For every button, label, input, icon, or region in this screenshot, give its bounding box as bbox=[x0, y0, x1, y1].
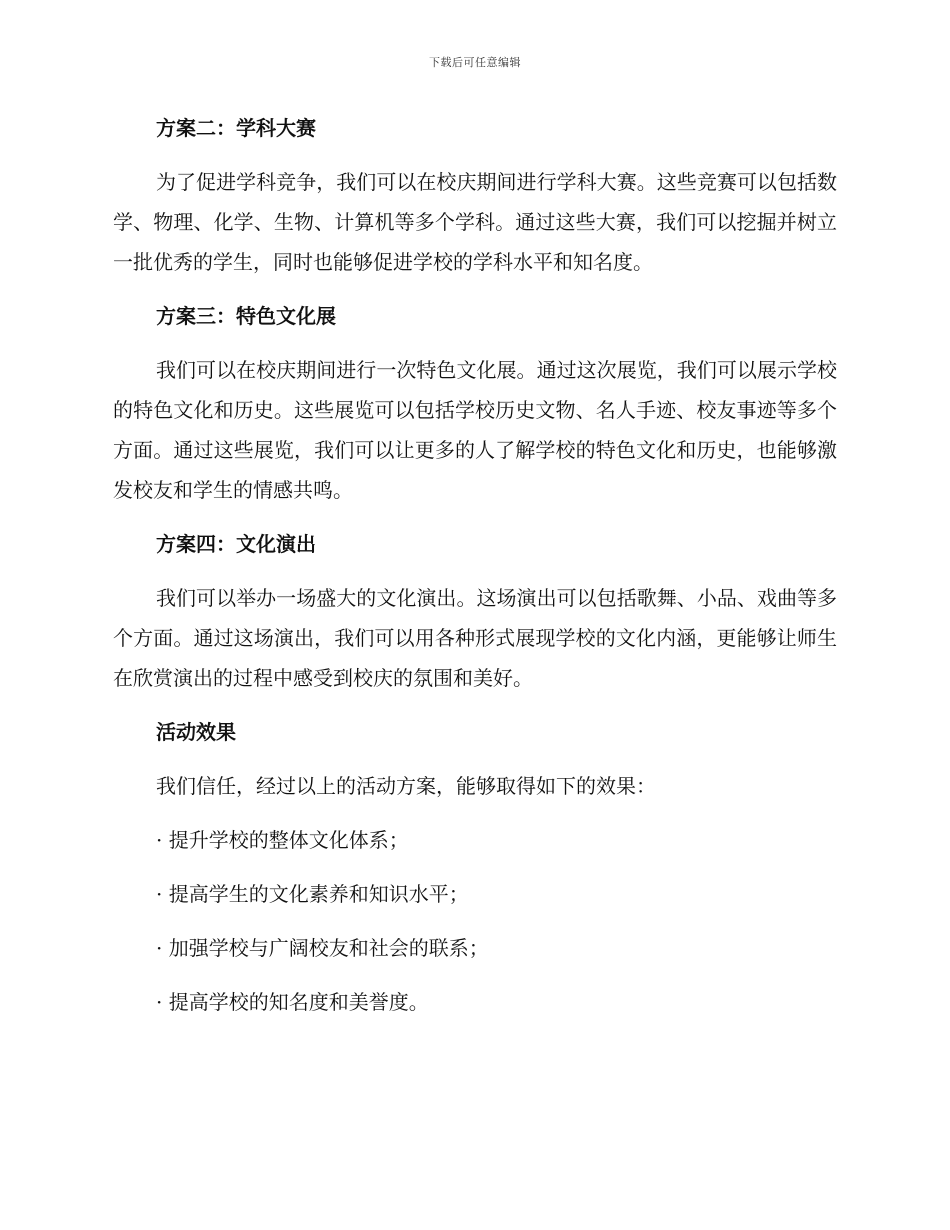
section-heading-culture-exhibition: 方案三：特色文化展 bbox=[156, 304, 336, 328]
section-paragraph-subject-competition: 为了促进学科竞争，我们可以在校庆期间进行学科大赛。这些竞赛可以包括数学、物理、化学、生物、计算机等多个学科。通过这些大赛，我们可以挖掘并树立一批优秀的学生，同时也能够促进学校的学科水平和知名度。 bbox=[113, 170, 837, 274]
effects-list-item: · 加强学校与广阔校友和社会的联系； bbox=[156, 936, 489, 960]
effects-list-item: · 提升学校的整体文化体系； bbox=[156, 828, 409, 852]
effects-list-item: · 提高学生的文化素养和知识水平； bbox=[156, 882, 469, 906]
effects-list-item: · 提高学校的知名度和美誉度。 bbox=[156, 990, 429, 1014]
page-header: 下载后可任意编辑 bbox=[429, 56, 521, 69]
section-heading-effects: 活动效果 bbox=[156, 720, 236, 744]
effects-intro: 我们信任，经过以上的活动方案，能够取得如下的效果： bbox=[156, 774, 656, 798]
document-body bbox=[113, 108, 837, 1036]
section-heading-cultural-performance: 方案四：文化演出 bbox=[156, 532, 316, 556]
section-paragraph-culture-exhibition: 我们可以在校庆期间进行一次特色文化展。通过这次展览，我们可以展示学校的特色文化和历史。这些展览可以包括学校历史文物、名人手迹、校友事迹等多个方面。通过这些展览，我们可以让更多的人了解学校的特色文化和历史，也能够激发校友和学生的情感共鸣。 bbox=[113, 358, 837, 502]
section-paragraph-cultural-performance: 我们可以举办一场盛大的文化演出。这场演出可以包括歌舞、小品、戏曲等多个方面。通过这场演出，我们可以用各种形式展现学校的文化内涵，更能够让师生在欣赏演出的过程中感受到校庆的氛围和美好。 bbox=[113, 586, 837, 690]
section-heading-subject-competition: 方案二：学科大赛 bbox=[156, 116, 316, 140]
